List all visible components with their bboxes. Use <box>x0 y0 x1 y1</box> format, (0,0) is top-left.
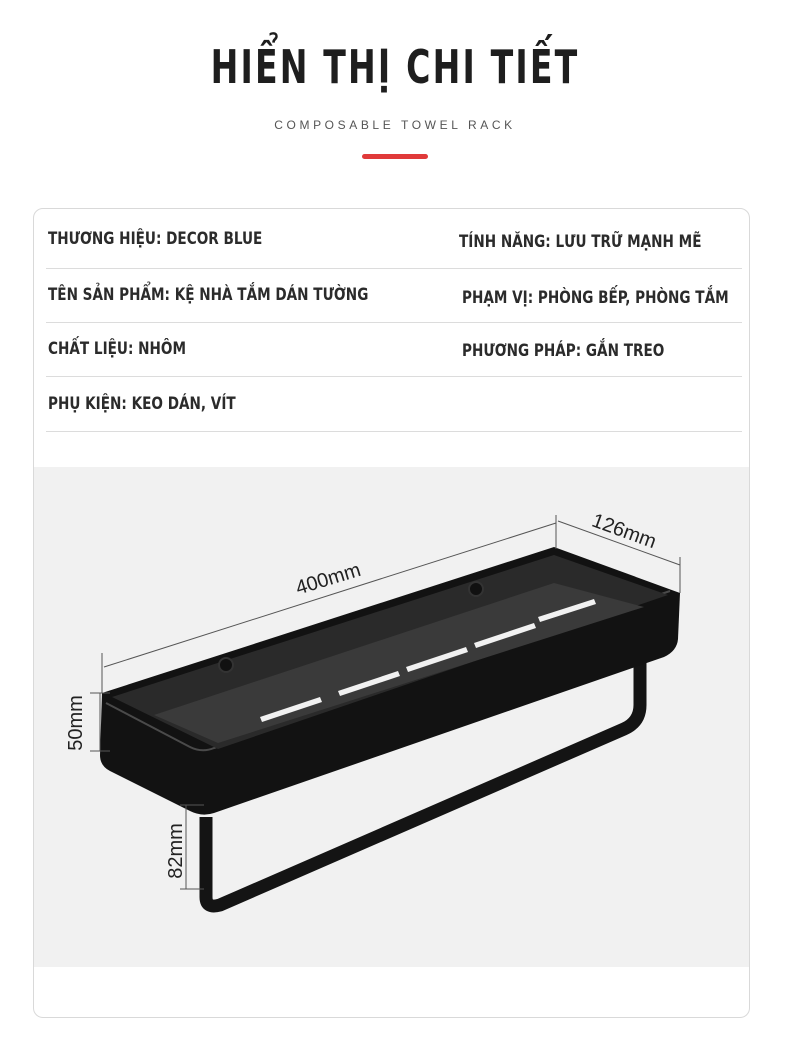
spec-material: CHẤT LIỆU: NHÔM <box>48 339 186 359</box>
dim-bar-height-label: 82mm <box>165 823 187 879</box>
spec-method: PHƯƠNG PHÁP: GẮN TREO <box>462 341 665 361</box>
mount-peg <box>469 582 483 596</box>
spec-row-3 <box>46 323 742 377</box>
spec-row-1 <box>46 209 742 269</box>
dim-depth-label: 126mm <box>588 509 660 554</box>
spec-row-4 <box>46 377 742 432</box>
page-title: HIỂN THỊ CHI TIẾT <box>210 40 580 94</box>
spec-row-2 <box>46 268 742 323</box>
page-subtitle: COMPOSABLE TOWEL RACK <box>274 118 516 132</box>
dim-length-label: 400mm <box>293 558 364 600</box>
spec-brand: THƯƠNG HIỆU: DECOR BLUE <box>48 229 263 249</box>
spec-scope: PHẠM VỊ: PHÒNG BẾP, PHÒNG TẮM <box>462 288 729 308</box>
spec-product-name: TÊN SẢN PHẨM: KỆ NHÀ TẮM DÁN TƯỜNG <box>48 285 369 305</box>
product-image-panel <box>34 467 749 967</box>
mount-peg <box>219 658 233 672</box>
dim-shelf-height-label: 50mm <box>65 695 87 751</box>
towel-rack-diagram <box>34 467 749 967</box>
spec-accessories: PHỤ KIỆN: KEO DÁN, VÍT <box>48 394 236 414</box>
spec-card <box>33 208 750 1018</box>
accent-divider <box>362 154 428 159</box>
spec-feature: TÍNH NĂNG: LƯU TRỮ MẠNH MẼ <box>459 232 702 252</box>
